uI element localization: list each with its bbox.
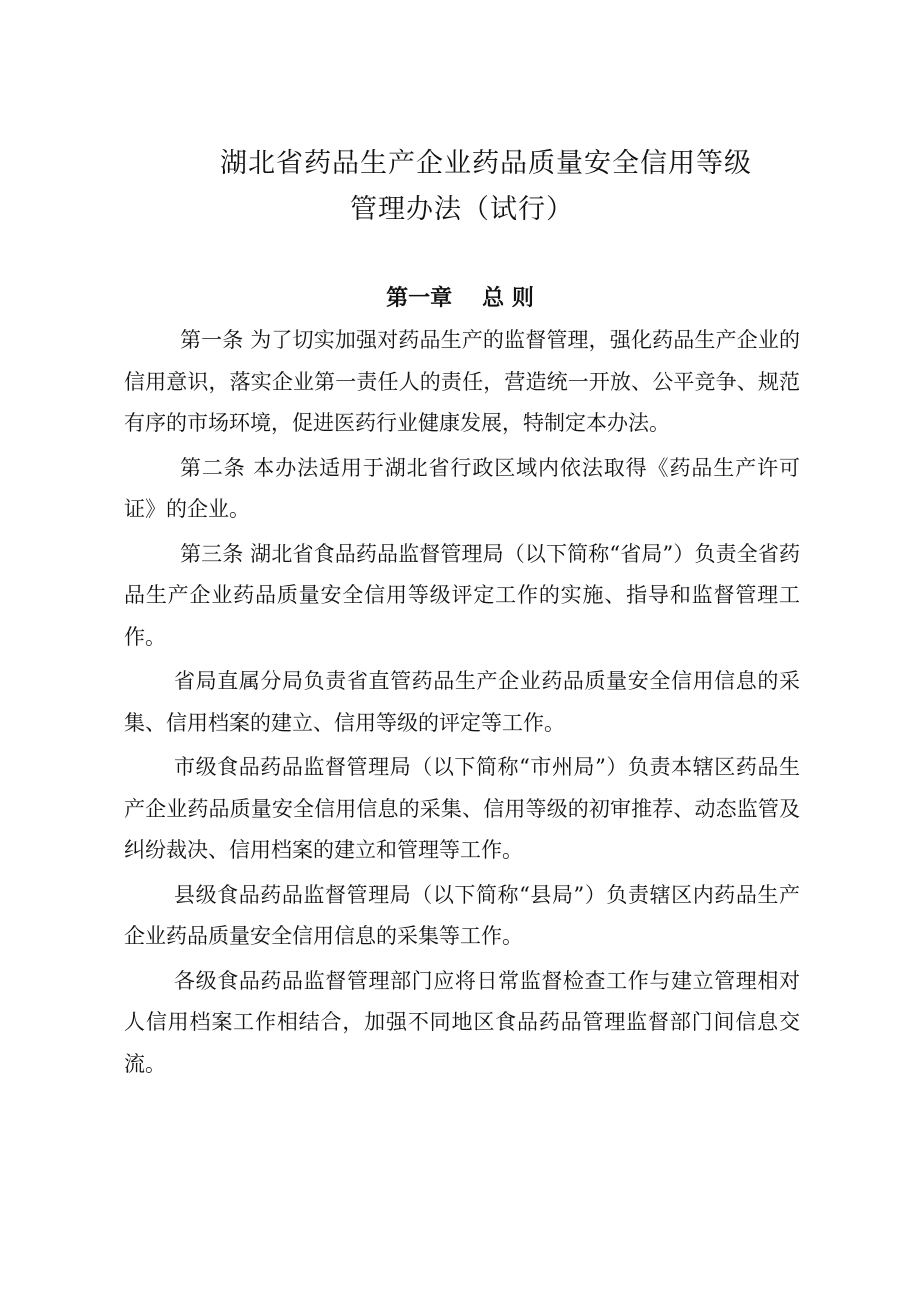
article-3-paragraph: 第三条 湖北省食品药品监督管理局（以下简称“省局”）负责全省药品生产企业药品质量安全信用等级评定工作的实施、指导和监督管理工作。	[124, 541, 800, 649]
chapter-number: 第一章	[386, 285, 453, 311]
county-bureau-paragraph: 县级食品药品监督管理局（以下简称“县局”）负责辖区内药品生产企业药品质量安全信用信息的采集等工作。	[124, 882, 800, 948]
article-2-paragraph: 第二条 本办法适用于湖北省行政区域内依法取得《药品生产许可证》的企业。	[124, 455, 800, 521]
city-bureau-paragraph: 市级食品药品监督管理局（以下简称“市州局”）负责本辖区药品生产企业药品质量安全信用信息的采集、信用等级的初审推荐、动态监管及纠纷裁决、信用档案的建立和管理等工作。	[124, 755, 800, 862]
document-title-line-2: 管理办法（试行）	[350, 194, 574, 225]
document-body	[124, 320, 800, 1088]
all-levels-paragraph: 各级食品药品监督管理部门应将日常监督检查工作与建立管理相对人信用档案工作相结合，加强不同地区食品药品管理监督部门间信息交流。	[124, 968, 800, 1076]
article-1-paragraph: 第一条 为了切实加强对药品生产的监督管理，强化药品生产企业的信用意识，落实企业第一责任人的责任，营造统一开放、公平竞争、规范有序的市场环境，促进医药行业健康发展，特制定本办法。	[124, 328, 800, 435]
provincial-branch-paragraph: 省局直属分局负责省直管药品生产企业药品质量安全信用信息的采集、信用档案的建立、信用等级的评定等工作。	[124, 669, 800, 735]
chapter-name: 总 则	[482, 285, 534, 311]
chapter-heading	[0, 278, 920, 318]
document-title-line-1: 湖北省药品生产企业药品质量安全信用等级	[220, 148, 752, 179]
